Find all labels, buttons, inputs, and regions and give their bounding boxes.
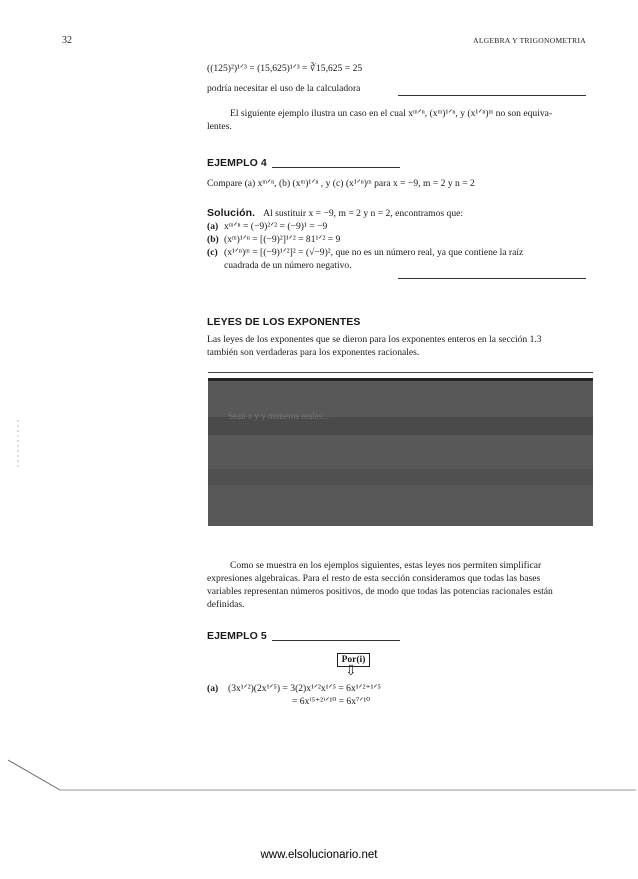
example5-item-a-line1: (3x¹ᐟ²)(2x¹ᐟ⁵) = 3(2)x¹ᐟ²x¹ᐟ⁵ = 6x¹ᐟ²⁺¹ᐟ⁵	[228, 683, 381, 694]
item-c-text: (x¹ᐟⁿ)ᵐ = [(−9)¹ᐟ²]² = (√−9)², que no es un número real, ya que contiene la raíz	[224, 247, 524, 258]
footer-url: www.elsolucionario.net	[260, 849, 378, 861]
running-title: ALGEBRA Y TRIGONOMETRIA	[473, 36, 586, 45]
calculator-note: podría necesitar el uso de la calculadora	[207, 83, 361, 94]
intro-paragraph-line1: El siguiente ejemplo ilustra un caso en el cual xᵐᐟⁿ, (xᵐ)¹ᐟⁿ, y (x¹ᐟⁿ)ᵐ no son equiva-	[230, 108, 553, 119]
after-box-line1: Como se muestra en los ejemplos siguientes, estas leyes nos permiten simplificar	[230, 560, 542, 571]
laws-heading: LEYES DE LOS EXPONENTES	[207, 316, 361, 328]
box-faded-text: Sean x y y números reales...	[228, 411, 329, 421]
laws-line2: también son verdaderas para los exponentes racionales.	[207, 347, 420, 358]
scan-edge-line	[8, 760, 60, 790]
laws-line1: Las leyes de los exponentes que se dieron para los exponentes enteros en la sección 1.3	[207, 334, 542, 345]
por-i-box: Por(i)	[337, 653, 370, 667]
solution-label: Solución.	[207, 207, 256, 219]
intro-paragraph-line2: lentes.	[207, 121, 232, 132]
example5-item-a-label: (a)	[207, 683, 219, 694]
item-c-continuation: cuadrada de un número negativo.	[224, 260, 352, 271]
item-c-label: (c)	[207, 247, 218, 258]
page-number: 32	[62, 35, 72, 46]
example5-heading: EJEMPLO 5	[207, 630, 267, 642]
item-a-label: (a)	[207, 221, 219, 232]
example5-item-a-line2: = 6x⁽⁵⁺²⁾ᐟ¹⁰ = 6x⁷ᐟ¹⁰	[292, 696, 371, 707]
after-box-line2: expresiones algebraicas. Para el resto de esta sección consideramos que todas las bases	[207, 573, 541, 584]
item-a-text: xᵐᐟⁿ = (−9)²ᐟ² = (−9)¹ = −9	[224, 221, 328, 232]
down-arrow-icon: ⇩	[345, 664, 357, 679]
item-b-text: (xᵐ)¹ᐟⁿ = [(−9)²]¹ᐟ² = 81¹ᐟ² = 9	[224, 234, 341, 245]
after-box-line4: definidas.	[207, 599, 245, 610]
after-box-line3: variables representan números positivos, de modo que todas las potencias racionales están	[207, 586, 553, 597]
example4-prompt: Compare (a) xᵐᐟⁿ, (b) (xᵐ)¹ᐟⁿ , y (c) (x¹ᐟⁿ)ᵐ para x = −9, m = 2 y n = 2	[207, 178, 475, 189]
example4-heading: EJEMPLO 4	[207, 157, 267, 169]
solution-text: Al sustituir x = −9, m = 2 y n = 2, encontramos que:	[263, 208, 464, 219]
intro-equation: ((125)²)¹ᐟ³ = (15,625)¹ᐟ³ = ∛15,625 = 25	[207, 63, 363, 74]
item-b-label: (b)	[207, 234, 219, 245]
